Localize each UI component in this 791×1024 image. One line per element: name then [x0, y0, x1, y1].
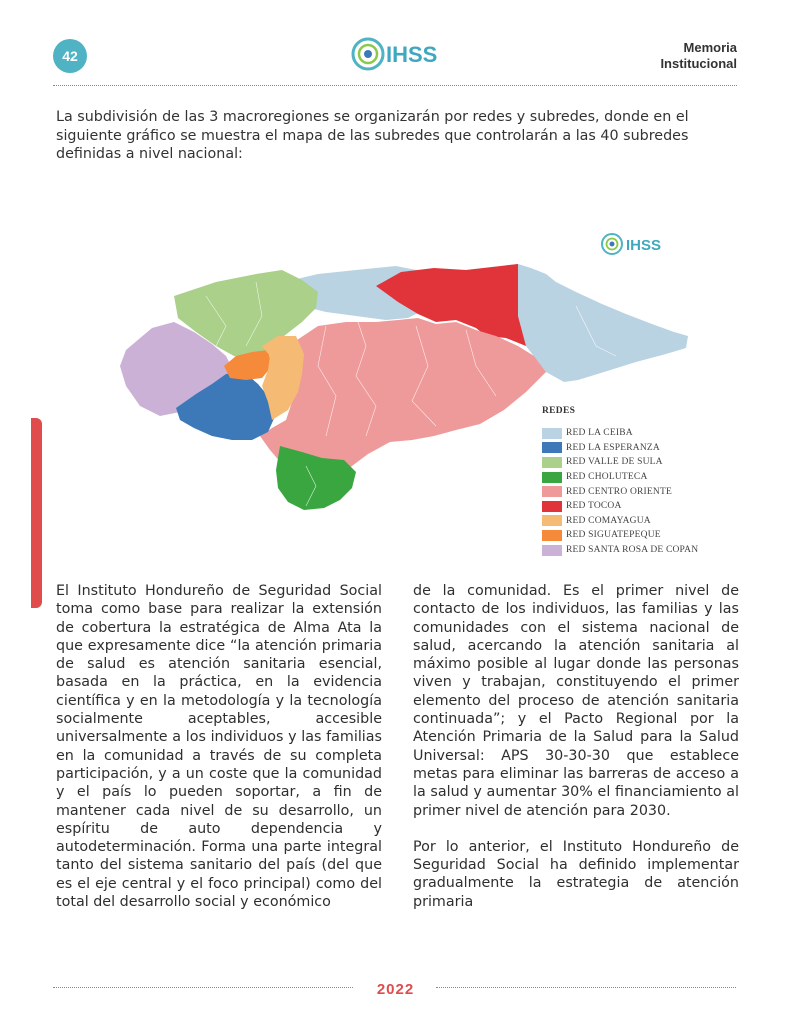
body-paragraph: Por lo anterior, el Instituto Hondureño de Seguridad Social ha definido implementar gradualmente la estrategia de atención primaria: [413, 838, 739, 910]
legend-swatch: [542, 515, 562, 526]
legend-swatch: [542, 472, 562, 483]
svg-text:IHSS: IHSS: [626, 237, 662, 254]
legend-item: [542, 426, 698, 441]
legend-swatch: [542, 457, 562, 468]
footer-year: 2022: [376, 981, 415, 998]
body-paragraph: de la comunidad. Es el primer nivel de contacto de los individuos, las familias y las comunidades con el sistema nacional de salud, acercando la atención sanitaria al máximo posible al lugar donde las personas viven y trabajan, constituyendo el primer elemento del proceso de atención sanitaria continuada”; y el Pacto Regional por la Atención Primaria de la Salud para la Salud Universal: APS 30-30-30 que establece metas para eliminar las barreras de acceso a la salud y aumentar 30% el financiamiento al primer nivel de atención para 2030.: [413, 583, 739, 819]
legend-item: [542, 470, 698, 485]
body-paragraph: El Instituto Hondureño de Seguridad Social toma como base para realizar la extensión de cobertura la estratégica de Alma Ata la que expresamente dice “la atención primaria de salud es atención sanitaria esencial, basada en la práctica, en la evidencia científica y en la metodología y la tecnología socialmente aceptables, accesible universalmente a los individuos y las familias en la comunidad a través de su completa participación, y a un coste que la comunidad y el país lo pueden soportar, a fin de mantener cada nivel de su desarrollo, un espíritu de auto dependencia y autodeterminación. Forma una parte integral tanto del sistema sanitario del país (del que es el eje central y el foco principal) como del total del desarrollo social y económico: [56, 583, 382, 911]
svg-text:IHSS: IHSS: [386, 42, 438, 67]
legend-swatch: [542, 486, 562, 497]
region-siguatepeque: [224, 350, 272, 380]
legend-item: [542, 543, 698, 558]
title-line-1: Memoria: [683, 40, 737, 55]
legend-swatch: [542, 530, 562, 541]
legend-swatch: [542, 442, 562, 453]
document-title: [660, 40, 737, 72]
legend-label: RED SIGUATEPEQUE: [566, 530, 661, 541]
page-number: 42: [62, 48, 78, 64]
legend-item: [542, 528, 698, 543]
legend-item: [542, 441, 698, 456]
legend-label: RED LA ESPERANZA: [566, 442, 660, 453]
legend-label: RED SANTA ROSA DE COPAN: [566, 545, 699, 556]
legend-item: [542, 484, 698, 499]
intro-paragraph: La subdivisión de las 3 macroregiones se organizarán por redes y subredes, donde en el siguiente gráfico se muestra el mapa de las subredes que controlarán a las 40 subredes definidas a nivel nacional:: [56, 109, 689, 162]
legend-item: [542, 455, 698, 470]
body-column-left: [56, 582, 382, 911]
legend-item: [542, 499, 698, 514]
legend-swatch: [542, 501, 562, 512]
legend-label: RED TOCOA: [566, 501, 622, 512]
body-column-right: [413, 582, 739, 911]
legend-label: RED LA CEIBA: [566, 428, 633, 439]
side-accent-bar: [31, 418, 42, 608]
legend-item: [542, 514, 698, 529]
map-ihss-logo: [598, 230, 694, 258]
legend-label: RED CENTRO ORIENTE: [566, 486, 672, 497]
title-line-2: Institucional: [660, 56, 737, 71]
page-number-badge: [53, 39, 87, 73]
legend-label: RED VALLE DE SULA: [566, 457, 663, 468]
legend-label: RED COMAYAGUA: [566, 515, 651, 526]
legend-swatch: [542, 428, 562, 439]
map-legend: [542, 406, 698, 557]
legend-items: [542, 426, 698, 557]
legend-label: RED CHOLUTECA: [566, 472, 648, 483]
legend-swatch: [542, 545, 562, 556]
header-divider: [53, 85, 737, 86]
ihss-logo: [346, 32, 446, 76]
legend-title: REDES: [542, 406, 576, 416]
